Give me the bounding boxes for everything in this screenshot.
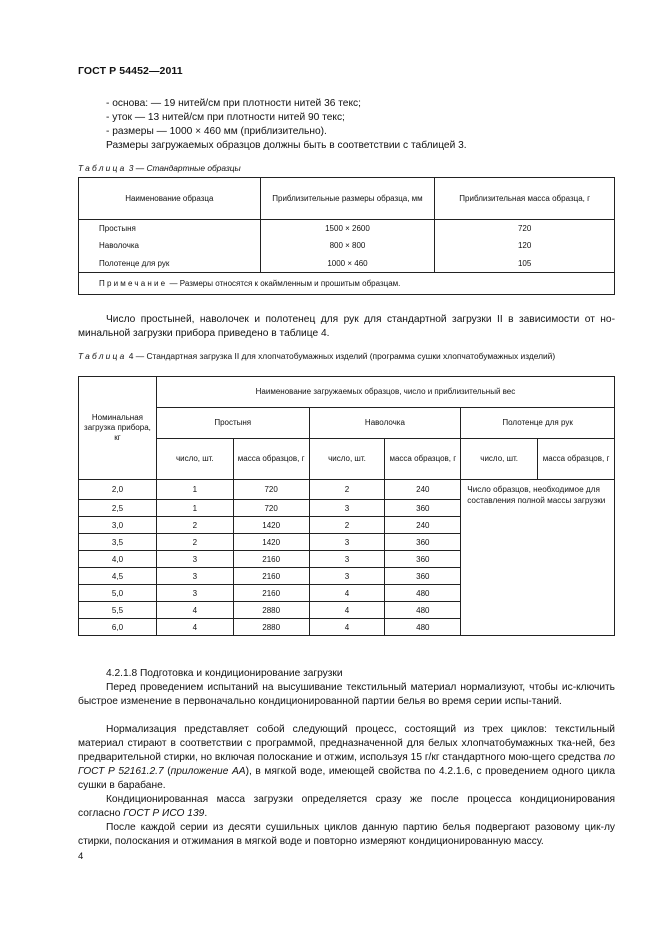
table4-caption [78,351,615,362]
document-header: ГОСТ Р 54452—2011 [78,65,183,77]
p2-text-b: ( [163,766,171,777]
table4-header-sheet: Простыня [156,408,309,439]
table4-cell-load: 2,5 [79,500,157,517]
table4-cell-load: 6,0 [79,619,157,636]
table4-cell-sheet-count: 1 [156,500,233,517]
table3-header-name: Наименование образца [79,178,261,220]
table4-towel-note: Число образцов, необходимое для составления полной массы загрузки [461,480,615,636]
table4-header-group: Наименование загружаемых образцов, число и приблизительный вес [156,377,614,408]
table4-cell-load: 3,5 [79,534,157,551]
table4-cell-sheet-mass: 2880 [233,619,309,636]
table-row [79,237,615,255]
table4-cell-pillow-mass: 480 [385,585,461,602]
table3-cell-size: 800 × 800 [260,237,435,255]
table3-note-row [79,272,615,294]
intro-line-weft: - уток — 13 нитей/см при плотности нитей 90 текс; [106,112,345,123]
table4-header-mass: масса образцов, г [233,439,309,480]
intro-line-warp: - основа: — 19 нитей/см при плотности нитей 36 текс; [106,98,361,109]
intro-line-size: - размеры — 1000 × 460 мм (приблизительно). [106,126,327,137]
table4-cell-sheet-count: 2 [156,534,233,551]
intro-block [78,97,615,153]
table4-cell-sheet-count: 4 [156,619,233,636]
table4-cell-sheet-mass: 2160 [233,551,309,568]
p3-ref-iso: ГОСТ Р ИСО 139 [123,808,205,819]
p2-ref-annex: приложение АА [170,766,246,777]
p2-text-a: Нормализация представляет собой следующий процесс, состоящий из трех циклов: текстильный материал стирают в соответствии с программой, предназначенной для белых хлопчатобумажных тка-ней, без предварительной стирки, но включая полоскание и отжим, используя 15 г/кг стандартного мою-щего средства [78,724,615,763]
table4-header-mass: масса образцов, г [538,439,615,480]
table4-header-row-1 [79,377,615,408]
table4-caption-word: Таблица [78,351,127,361]
table4-header-count: число, шт. [461,439,538,480]
p3-text-b: . [204,808,208,819]
table3-cell-mass: 120 [435,237,615,255]
table4-cell-sheet-mass: 720 [233,480,309,500]
table-standard-load [78,376,615,636]
section-paragraph-3 [78,793,615,821]
table4-cell-pillow-mass: 360 [385,534,461,551]
table4-header-row-2 [79,408,615,439]
intro-line-reference: Размеры загружаемых образцов должны быть в соответствии с таблицей 3. [106,140,467,151]
table4-cell-pillow-count: 4 [309,585,385,602]
table4-cell-pillow-mass: 360 [385,500,461,517]
table4-header-count: число, шт. [309,439,385,480]
table4-cell-pillow-mass: 360 [385,568,461,585]
section-paragraph-4: После каждой серии из десяти сушильных циклов данную партию белья подвергают разовому цик-лу стирки, полоскания и отжимания в мягкой воде и повторно измеряют кондиционированную массу. [78,822,615,847]
table4-cell-sheet-mass: 2160 [233,568,309,585]
para-line: минальной загрузки прибора приведено в таблице 4. [78,328,330,339]
table4-cell-load: 5,0 [79,585,157,602]
paragraph-table4-intro [78,313,615,341]
section-heading [78,667,615,681]
p3-text-a: Кондиционированная масса загрузки определяется сразу же после процесса кондиционирования согласно [78,794,615,819]
table4-cell-pillow-count: 2 [309,480,385,500]
table4-header-towel: Полотенце для рук [461,408,615,439]
section-paragraph-2 [78,723,615,793]
table4-cell-sheet-count: 1 [156,480,233,500]
table3-cell-name: Простыня [79,220,261,238]
table4-header-mass: масса образцов, г [385,439,461,480]
table4-cell-sheet-mass: 2160 [233,585,309,602]
table3-cell-mass: 720 [435,220,615,238]
table-row [79,220,615,238]
table4-cell-sheet-mass: 2880 [233,602,309,619]
table4-cell-pillow-mass: 240 [385,517,461,534]
table4-cell-pillow-count: 3 [309,500,385,517]
table4-cell-sheet-mass: 1420 [233,517,309,534]
table4-cell-pillow-count: 3 [309,534,385,551]
table3-note-text: — Размеры относятся к окаймленным и прошитым образцам. [167,278,401,288]
table4-cell-load: 3,0 [79,517,157,534]
page-number: 4 [78,851,84,862]
table4-caption-text: 4 — Стандартная загрузка II для хлопчатобумажных изделий (программа сушки хлопчатобумажных изделий) [128,351,556,361]
table4-cell-sheet-count: 3 [156,568,233,585]
table4-header-load: Номинальная загрузка прибора, кг [79,377,157,480]
p2-text-c: ), в мягкой воде, имеющей свойства по 4.2.1.6, с проведением одного цикла сушки в барабане. [78,766,615,791]
table4-cell-pillow-count: 3 [309,568,385,585]
table4-cell-sheet-count: 3 [156,585,233,602]
table3-cell-mass: 105 [435,255,615,273]
table4-cell-pillow-mass: 240 [385,480,461,500]
table4-header-pillowcase: Наволочка [309,408,461,439]
section-paragraph-1: Перед проведением испытаний на высушивание текстильный материал нормализуют, чтобы ис-ключить быстрое изменение в первоначально кондиционированной партии белья во время серии испы-таний. [78,682,615,707]
p2-ref-gost: по ГОСТ Р 52161.2.7 [78,752,615,777]
table4-cell-sheet-count: 4 [156,602,233,619]
table4-cell-sheet-mass: 1420 [233,534,309,551]
table4-cell-load: 4,5 [79,568,157,585]
table4-cell-load: 5,5 [79,602,157,619]
para-line: Число простыней, наволочек и полотенец для рук для стандартной загрузки II в зависимости от но- [106,314,615,325]
table3-cell-name: Полотенце для рук [79,255,261,273]
section-heading-text: 4.2.1.8 Подготовка и кондиционирование загрузки [106,668,343,679]
table3-header-mass: Приблизительная масса образца, г [435,178,615,220]
table4-cell-load: 2,0 [79,480,157,500]
table3-caption [78,163,615,174]
table4-cell-pillow-mass: 480 [385,619,461,636]
table4-cell-pillow-count: 4 [309,619,385,636]
table3-caption-word: Таблица [78,163,127,173]
table4-cell-sheet-mass: 720 [233,500,309,517]
table-row [79,255,615,273]
table3-note-word: Примечание [99,278,168,288]
table4-cell-sheet-count: 2 [156,517,233,534]
table4-header-row-3 [79,439,615,480]
table3-header-row [79,178,615,220]
table3-note [79,272,615,294]
table3-header-size: Приблизительные размеры образца, мм [260,178,435,220]
table4-cell-sheet-count: 3 [156,551,233,568]
table3-cell-name: Наволочка [79,237,261,255]
table4-cell-pillow-count: 2 [309,517,385,534]
table3-caption-text: 3 — Стандартные образцы [128,163,241,173]
table-row [79,480,615,500]
table4-cell-pillow-count: 4 [309,602,385,619]
table4-cell-load: 4,0 [79,551,157,568]
table3-cell-size: 1000 × 460 [260,255,435,273]
table-standard-samples [78,177,615,295]
table4-cell-pillow-mass: 360 [385,551,461,568]
table3-cell-size: 1500 × 2600 [260,220,435,238]
table4-header-count: число, шт. [156,439,233,480]
table4-cell-pillow-count: 3 [309,551,385,568]
table4-cell-pillow-mass: 480 [385,602,461,619]
